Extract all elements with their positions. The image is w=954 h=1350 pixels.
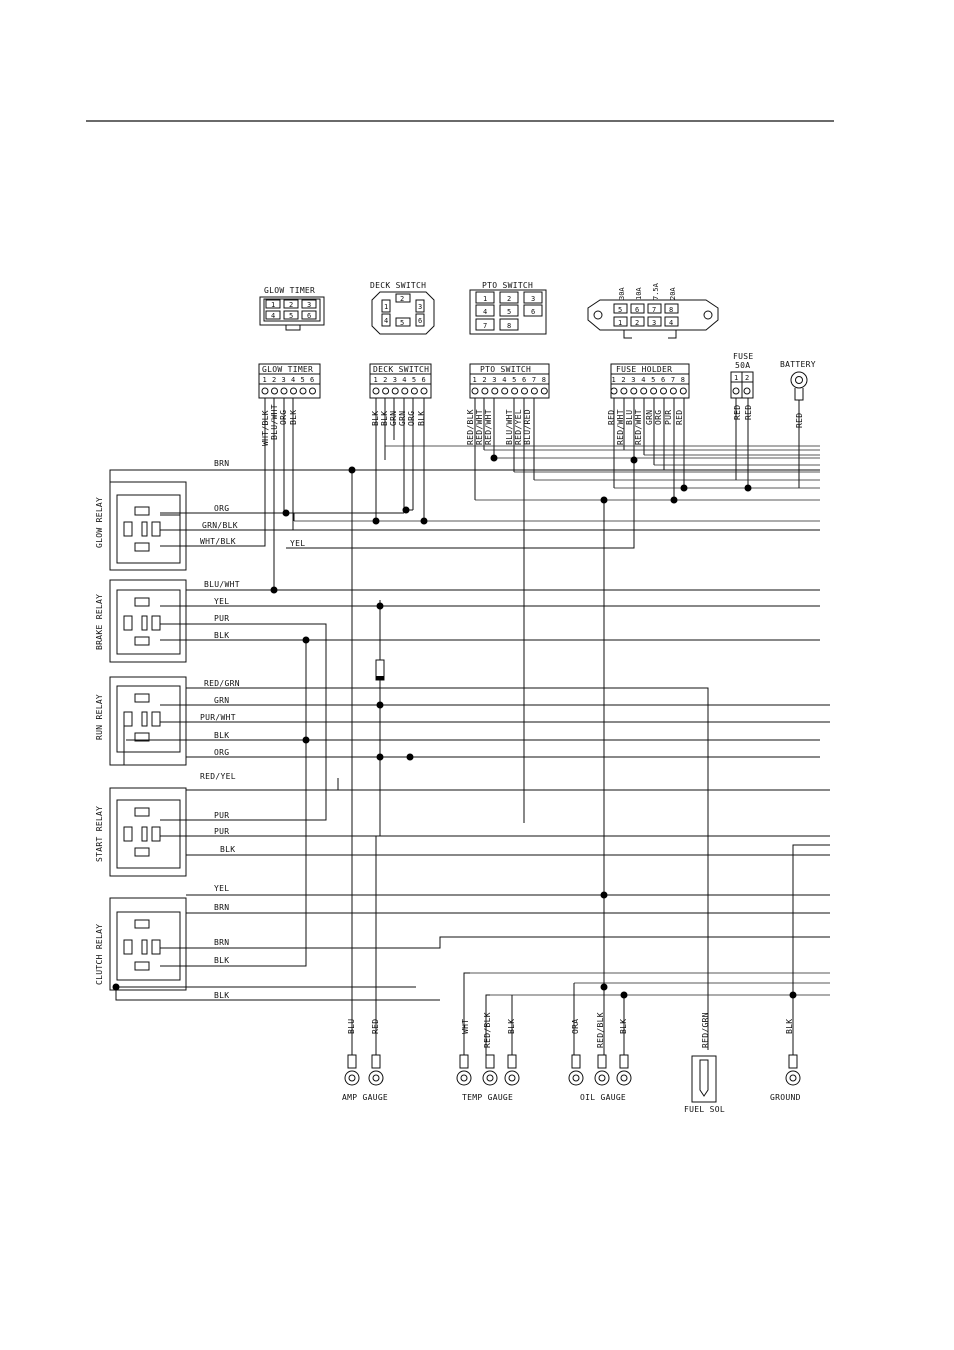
svg-text:RED: RED <box>795 412 804 428</box>
svg-text:RED/WHT: RED/WHT <box>616 409 625 445</box>
svg-text:BLK: BLK <box>380 410 389 426</box>
svg-text:ORG: ORG <box>407 410 416 426</box>
fuel-sol-label: FUEL SOL <box>684 1105 725 1114</box>
glow-relay-label: GLOW RELAY <box>95 496 104 548</box>
svg-text:ORA: ORA <box>571 1018 580 1034</box>
svg-text:BLK: BLK <box>289 409 298 425</box>
oil-gauge-label: OIL GAUGE <box>580 1093 627 1102</box>
ring-terminal <box>369 1055 383 1085</box>
svg-text:RED: RED <box>607 409 616 425</box>
run-relay-label: RUN RELAY <box>95 693 104 740</box>
svg-text:BLK: BLK <box>417 410 426 426</box>
svg-text:GRN: GRN <box>214 696 230 705</box>
brake-relay-label: BRAKE RELAY <box>95 593 104 650</box>
header-pin-number: 3 <box>392 376 397 384</box>
svg-text:BLK: BLK <box>214 956 230 965</box>
header-pin <box>310 388 316 394</box>
header-pin <box>472 388 478 394</box>
header-pin-number: 4 <box>641 376 646 384</box>
glow-timer-wire-labels <box>261 404 298 446</box>
svg-text:ORG: ORG <box>654 409 663 425</box>
svg-text:RED/WHT: RED/WHT <box>475 409 484 445</box>
svg-text:GRN: GRN <box>389 410 398 426</box>
header-pin <box>531 388 537 394</box>
header-pin-number: 8 <box>680 376 686 384</box>
svg-text:BLK: BLK <box>220 845 236 854</box>
svg-text:RED: RED <box>744 404 753 420</box>
glow-timer-connector <box>260 286 324 330</box>
header-drop-wires <box>265 398 799 823</box>
svg-text:GRN/BLK: GRN/BLK <box>202 521 238 530</box>
svg-text:4: 4 <box>271 312 276 320</box>
svg-text:RED/GRN: RED/GRN <box>204 679 240 688</box>
svg-text:7: 7 <box>483 322 488 330</box>
svg-text:5: 5 <box>289 312 294 320</box>
brake-relay <box>95 580 186 662</box>
header-pin-number: 1 <box>472 376 477 384</box>
header-pin-number: 6 <box>421 376 426 384</box>
clutch-relay-label: CLUTCH RELAY <box>95 923 104 985</box>
svg-text:BLK: BLK <box>214 991 230 1000</box>
header-pin <box>281 388 287 394</box>
bottom-wire-labels <box>347 1012 794 1048</box>
svg-text:BLK: BLK <box>371 410 380 426</box>
svg-text:BRN: BRN <box>214 903 230 912</box>
ring-terminal <box>483 1055 497 1085</box>
ring-terminal <box>457 1055 471 1085</box>
svg-text:DECK SWITCH: DECK SWITCH <box>373 365 430 374</box>
svg-text:RED/WHT: RED/WHT <box>634 409 643 445</box>
svg-text:2: 2 <box>635 319 640 327</box>
header-pin-number: 4 <box>402 376 407 384</box>
svg-text:20A: 20A <box>669 287 677 300</box>
pto-switch-connector <box>470 281 546 334</box>
svg-text:2: 2 <box>507 295 512 303</box>
svg-text:PUR/WHT: PUR/WHT <box>200 713 236 722</box>
svg-text:BLK: BLK <box>619 1018 628 1034</box>
svg-text:5: 5 <box>507 308 512 316</box>
svg-text:3: 3 <box>418 303 423 311</box>
relay-wire-labels <box>200 459 305 1000</box>
glow-relay <box>95 482 186 570</box>
svg-text:BLK: BLK <box>214 631 230 640</box>
svg-text:BLK: BLK <box>785 1018 794 1034</box>
svg-text:FUSE HOLDER: FUSE HOLDER <box>616 365 673 374</box>
fuse-holder-wire-labels <box>607 409 684 445</box>
header-pin-number: 2 <box>383 376 388 384</box>
svg-text:PUR: PUR <box>664 409 673 425</box>
temp-gauge-label: TEMP GAUGE <box>462 1093 514 1102</box>
svg-text:PUR: PUR <box>214 827 230 836</box>
svg-text:BLU/WHT: BLU/WHT <box>505 409 514 445</box>
svg-text:RED: RED <box>733 404 742 420</box>
svg-text:PUR: PUR <box>214 614 230 623</box>
header-pin-number: 4 <box>291 376 296 384</box>
pto-switch-connector-title: PTO SWITCH <box>482 281 534 290</box>
svg-text:2: 2 <box>289 301 294 309</box>
header-pin-number: 2 <box>621 376 626 384</box>
ring-terminal <box>569 1055 583 1085</box>
header-pin-number: 7 <box>531 376 537 384</box>
ring-terminal <box>617 1055 631 1085</box>
header-pin-number: 1 <box>373 376 378 384</box>
start-relay-label: START RELAY <box>95 805 104 862</box>
header-pin <box>512 388 518 394</box>
header-pin <box>411 388 417 394</box>
svg-text:6: 6 <box>307 312 312 320</box>
header-pin <box>541 388 547 394</box>
battery-terminal <box>780 360 816 428</box>
svg-text:PTO SWITCH: PTO SWITCH <box>480 365 532 374</box>
svg-text:RED/BLK: RED/BLK <box>596 1012 605 1048</box>
header-pin <box>661 388 667 394</box>
run-relay <box>95 677 186 765</box>
svg-text:5: 5 <box>400 319 405 327</box>
svg-text:1: 1 <box>734 374 739 382</box>
header-pin-number: 4 <box>502 376 507 384</box>
svg-text:RED/YEL: RED/YEL <box>514 409 523 445</box>
svg-text:7.5A: 7.5A <box>652 283 660 300</box>
svg-text:WHT/BLK: WHT/BLK <box>261 410 270 446</box>
deck-switch-wire-labels <box>371 411 426 426</box>
header-pin <box>641 388 647 394</box>
svg-text:BLU/WHT: BLU/WHT <box>270 404 279 440</box>
svg-text:2: 2 <box>400 295 405 303</box>
bus-wires <box>294 446 820 530</box>
header-pin-number: 3 <box>631 376 636 384</box>
svg-text:BLU: BLU <box>347 1018 356 1034</box>
ring-terminal <box>786 1055 800 1085</box>
svg-text:PUR: PUR <box>214 811 230 820</box>
header-pin <box>272 388 278 394</box>
header-pin-number: 2 <box>272 376 277 384</box>
header-pin-number: 6 <box>661 376 666 384</box>
svg-text:4: 4 <box>483 308 488 316</box>
svg-text:RED/YEL: RED/YEL <box>200 772 236 781</box>
header-pin <box>300 388 306 394</box>
header-pin <box>383 388 389 394</box>
header-pin-number: 3 <box>281 376 286 384</box>
header-pin-number: 1 <box>262 376 267 384</box>
svg-text:FUSE: FUSE <box>733 352 754 361</box>
header-pin-number: 2 <box>482 376 487 384</box>
bottom-terminals <box>345 1055 800 1085</box>
header-pin-number: 5 <box>300 376 305 384</box>
svg-text:GLOW TIMER: GLOW TIMER <box>262 365 314 374</box>
svg-text:RED: RED <box>675 409 684 425</box>
svg-text:1: 1 <box>618 319 623 327</box>
svg-text:BLU: BLU <box>625 409 634 425</box>
svg-text:3: 3 <box>531 295 536 303</box>
ring-terminal <box>505 1055 519 1085</box>
amp-gauge-label: AMP GAUGE <box>342 1093 389 1102</box>
svg-text:6: 6 <box>418 317 423 325</box>
header-pin-number: 8 <box>541 376 547 384</box>
header-pin <box>502 388 508 394</box>
header-pin <box>651 388 657 394</box>
header-pin <box>680 388 686 394</box>
bottom-component-labels <box>342 1093 801 1114</box>
svg-text:RED/WHT: RED/WHT <box>484 409 493 445</box>
svg-text:YEL: YEL <box>290 539 306 548</box>
header-pin-number: 3 <box>492 376 497 384</box>
ground-label: GROUND <box>770 1093 801 1102</box>
svg-text:WHT: WHT <box>461 1018 470 1034</box>
svg-text:BLU/WHT: BLU/WHT <box>204 580 240 589</box>
header-pin <box>492 388 498 394</box>
header-pin <box>482 388 488 394</box>
header-pin <box>421 388 427 394</box>
header-pin <box>621 388 627 394</box>
header-pin-number: 1 <box>611 376 616 384</box>
header-pin-number: 6 <box>310 376 315 384</box>
pto-switch-wire-labels <box>466 409 532 445</box>
vertical-drops <box>352 470 793 1055</box>
svg-text:1: 1 <box>271 301 276 309</box>
svg-text:GRN: GRN <box>645 409 654 425</box>
svg-text:BLK: BLK <box>214 731 230 740</box>
header-pin <box>522 388 528 394</box>
svg-text:GRN: GRN <box>398 410 407 426</box>
fuse-block-connector <box>588 282 718 338</box>
fuel-solenoid <box>692 1056 716 1102</box>
svg-text:RED/GRN: RED/GRN <box>701 1012 710 1048</box>
svg-text:50A: 50A <box>735 361 751 370</box>
svg-text:2: 2 <box>745 374 750 382</box>
svg-text:BRN: BRN <box>214 938 230 947</box>
svg-text:3: 3 <box>307 301 312 309</box>
svg-text:BATTERY: BATTERY <box>780 360 816 369</box>
fuse-50a-header <box>731 352 753 420</box>
header-pin-number: 7 <box>670 376 676 384</box>
svg-text:10A: 10A <box>635 287 643 300</box>
ring-terminal <box>595 1055 609 1085</box>
svg-text:5: 5 <box>618 306 623 314</box>
svg-text:4: 4 <box>669 319 674 327</box>
header-pin-number: 5 <box>411 376 417 384</box>
svg-text:ORG: ORG <box>214 504 230 513</box>
svg-text:6: 6 <box>635 306 640 314</box>
svg-text:8: 8 <box>507 322 512 330</box>
svg-text:WHT/BLK: WHT/BLK <box>200 537 236 546</box>
ring-terminal <box>345 1055 359 1085</box>
header-pin <box>402 388 408 394</box>
svg-text:RED/BLK: RED/BLK <box>466 409 475 445</box>
deck-switch-connector-title: DECK SWITCH <box>370 281 427 290</box>
header-pin-number: 6 <box>522 376 527 384</box>
header-pin <box>611 388 617 394</box>
svg-text:4: 4 <box>384 317 389 325</box>
header-pin-number: 5 <box>512 376 517 384</box>
header-pin <box>373 388 379 394</box>
deck-switch-connector <box>370 281 434 334</box>
header-pin-number: 5 <box>651 376 656 384</box>
svg-text:8: 8 <box>669 306 674 314</box>
header-pin <box>631 388 637 394</box>
svg-text:1: 1 <box>483 295 488 303</box>
glow-timer-connector-title: GLOW TIMER <box>264 286 316 295</box>
svg-text:BLK: BLK <box>507 1018 516 1034</box>
svg-text:BRN: BRN <box>214 459 230 468</box>
header-pins <box>262 376 686 394</box>
svg-text:RED/BLK: RED/BLK <box>483 1012 492 1048</box>
header-pin <box>262 388 268 394</box>
svg-text:ORG: ORG <box>279 409 288 425</box>
svg-text:BLU/RED: BLU/RED <box>523 409 532 445</box>
svg-text:ORG: ORG <box>214 748 230 757</box>
clutch-relay <box>95 898 186 990</box>
svg-text:30A: 30A <box>618 287 626 300</box>
header-pin <box>291 388 297 394</box>
svg-text:RED: RED <box>371 1018 380 1034</box>
svg-text:3: 3 <box>652 319 657 327</box>
svg-text:YEL: YEL <box>214 884 230 893</box>
svg-text:YEL: YEL <box>214 597 230 606</box>
svg-text:6: 6 <box>531 308 536 316</box>
svg-text:7: 7 <box>652 306 657 314</box>
svg-text:1: 1 <box>384 303 389 311</box>
header-pin <box>392 388 398 394</box>
header-pin <box>670 388 676 394</box>
start-relay <box>95 788 186 876</box>
